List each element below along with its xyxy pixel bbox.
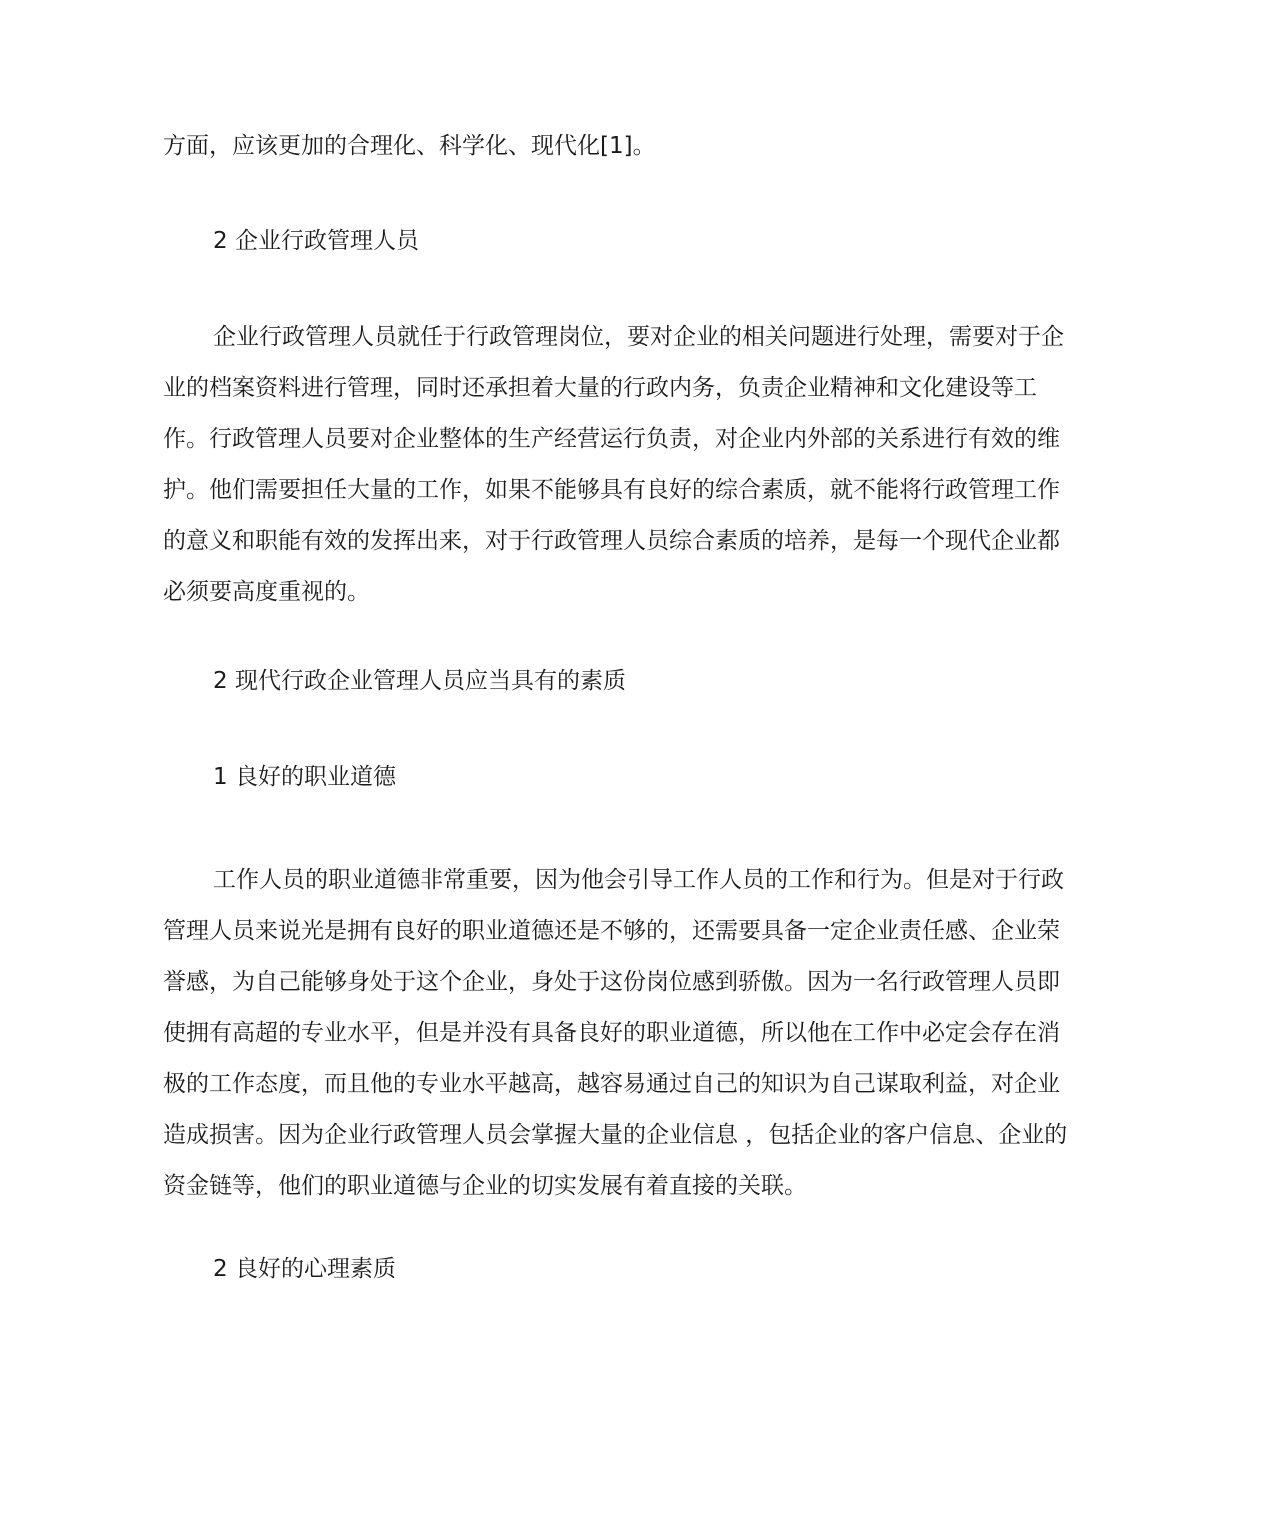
- paragraph-line: 使拥有高超的专业水平，但是并没有具备良好的职业道德，所以他在工作中必定会存在消: [163, 1020, 1060, 1046]
- subsection-heading-ethics: 1 良好的职业道德: [213, 764, 396, 790]
- paragraph-line: 誉感，为自己能够身处于这个企业，身处于这份岗位感到骄傲。因为一名行政管理人员即: [163, 969, 1060, 995]
- paragraph-line: 企业行政管理人员就任于行政管理岗位，要对企业的相关问题进行处理，需要对于企: [213, 324, 1064, 350]
- paragraph-line: 工作人员的职业道德非常重要，因为他会引导工作人员的工作和行为。但是对于行政: [213, 867, 1064, 893]
- section-heading-admin-staff: 2 企业行政管理人员: [213, 228, 419, 254]
- paragraph-line: 极的工作态度，而且他的专业水平越高，越容易通过自己的知识为自己谋取利益，对企业: [163, 1071, 1060, 1097]
- paragraph-line: 方面，应该更加的合理化、科学化、现代化[1]。: [163, 133, 656, 159]
- paragraph-admin-staff: [163, 312, 1143, 618]
- paragraph-line: 的意义和职能有效的发挥出来，对于行政管理人员综合素质的培养，是每一个现代企业都: [163, 528, 1060, 554]
- paragraph-line: 护。他们需要担任大量的工作，如果不能够具有良好的综合素质，就不能将行政管理工作: [163, 477, 1060, 503]
- paragraph-line: 造成损害。因为企业行政管理人员会掌握大量的企业信息 ，包括企业的客户信息、企业的: [163, 1122, 1068, 1148]
- paragraph-line: 业的档案资料进行管理，同时还承担着大量的行政内务，负责企业精神和文化建设等工: [163, 375, 1037, 401]
- paragraph-ethics: [163, 855, 1143, 1212]
- paragraph-intro-tail: [163, 121, 1143, 172]
- subsection-heading-psychology: 2 良好的心理素质: [213, 1256, 396, 1282]
- paragraph-line: 管理人员来说光是拥有良好的职业道德还是不够的，还需要具备一定企业责任感、企业荣: [163, 918, 1060, 944]
- paragraph-line: 必须要高度重视的。: [163, 579, 370, 605]
- paragraph-line: 资金链等，他们的职业道德与企业的切实发展有着直接的关联。: [163, 1173, 807, 1199]
- paragraph-line: 作。行政管理人员要对企业整体的生产经营运行负责，对企业内外部的关系进行有效的维: [163, 426, 1060, 452]
- section-heading-qualities: 2 现代行政企业管理人员应当具有的素质: [213, 668, 626, 694]
